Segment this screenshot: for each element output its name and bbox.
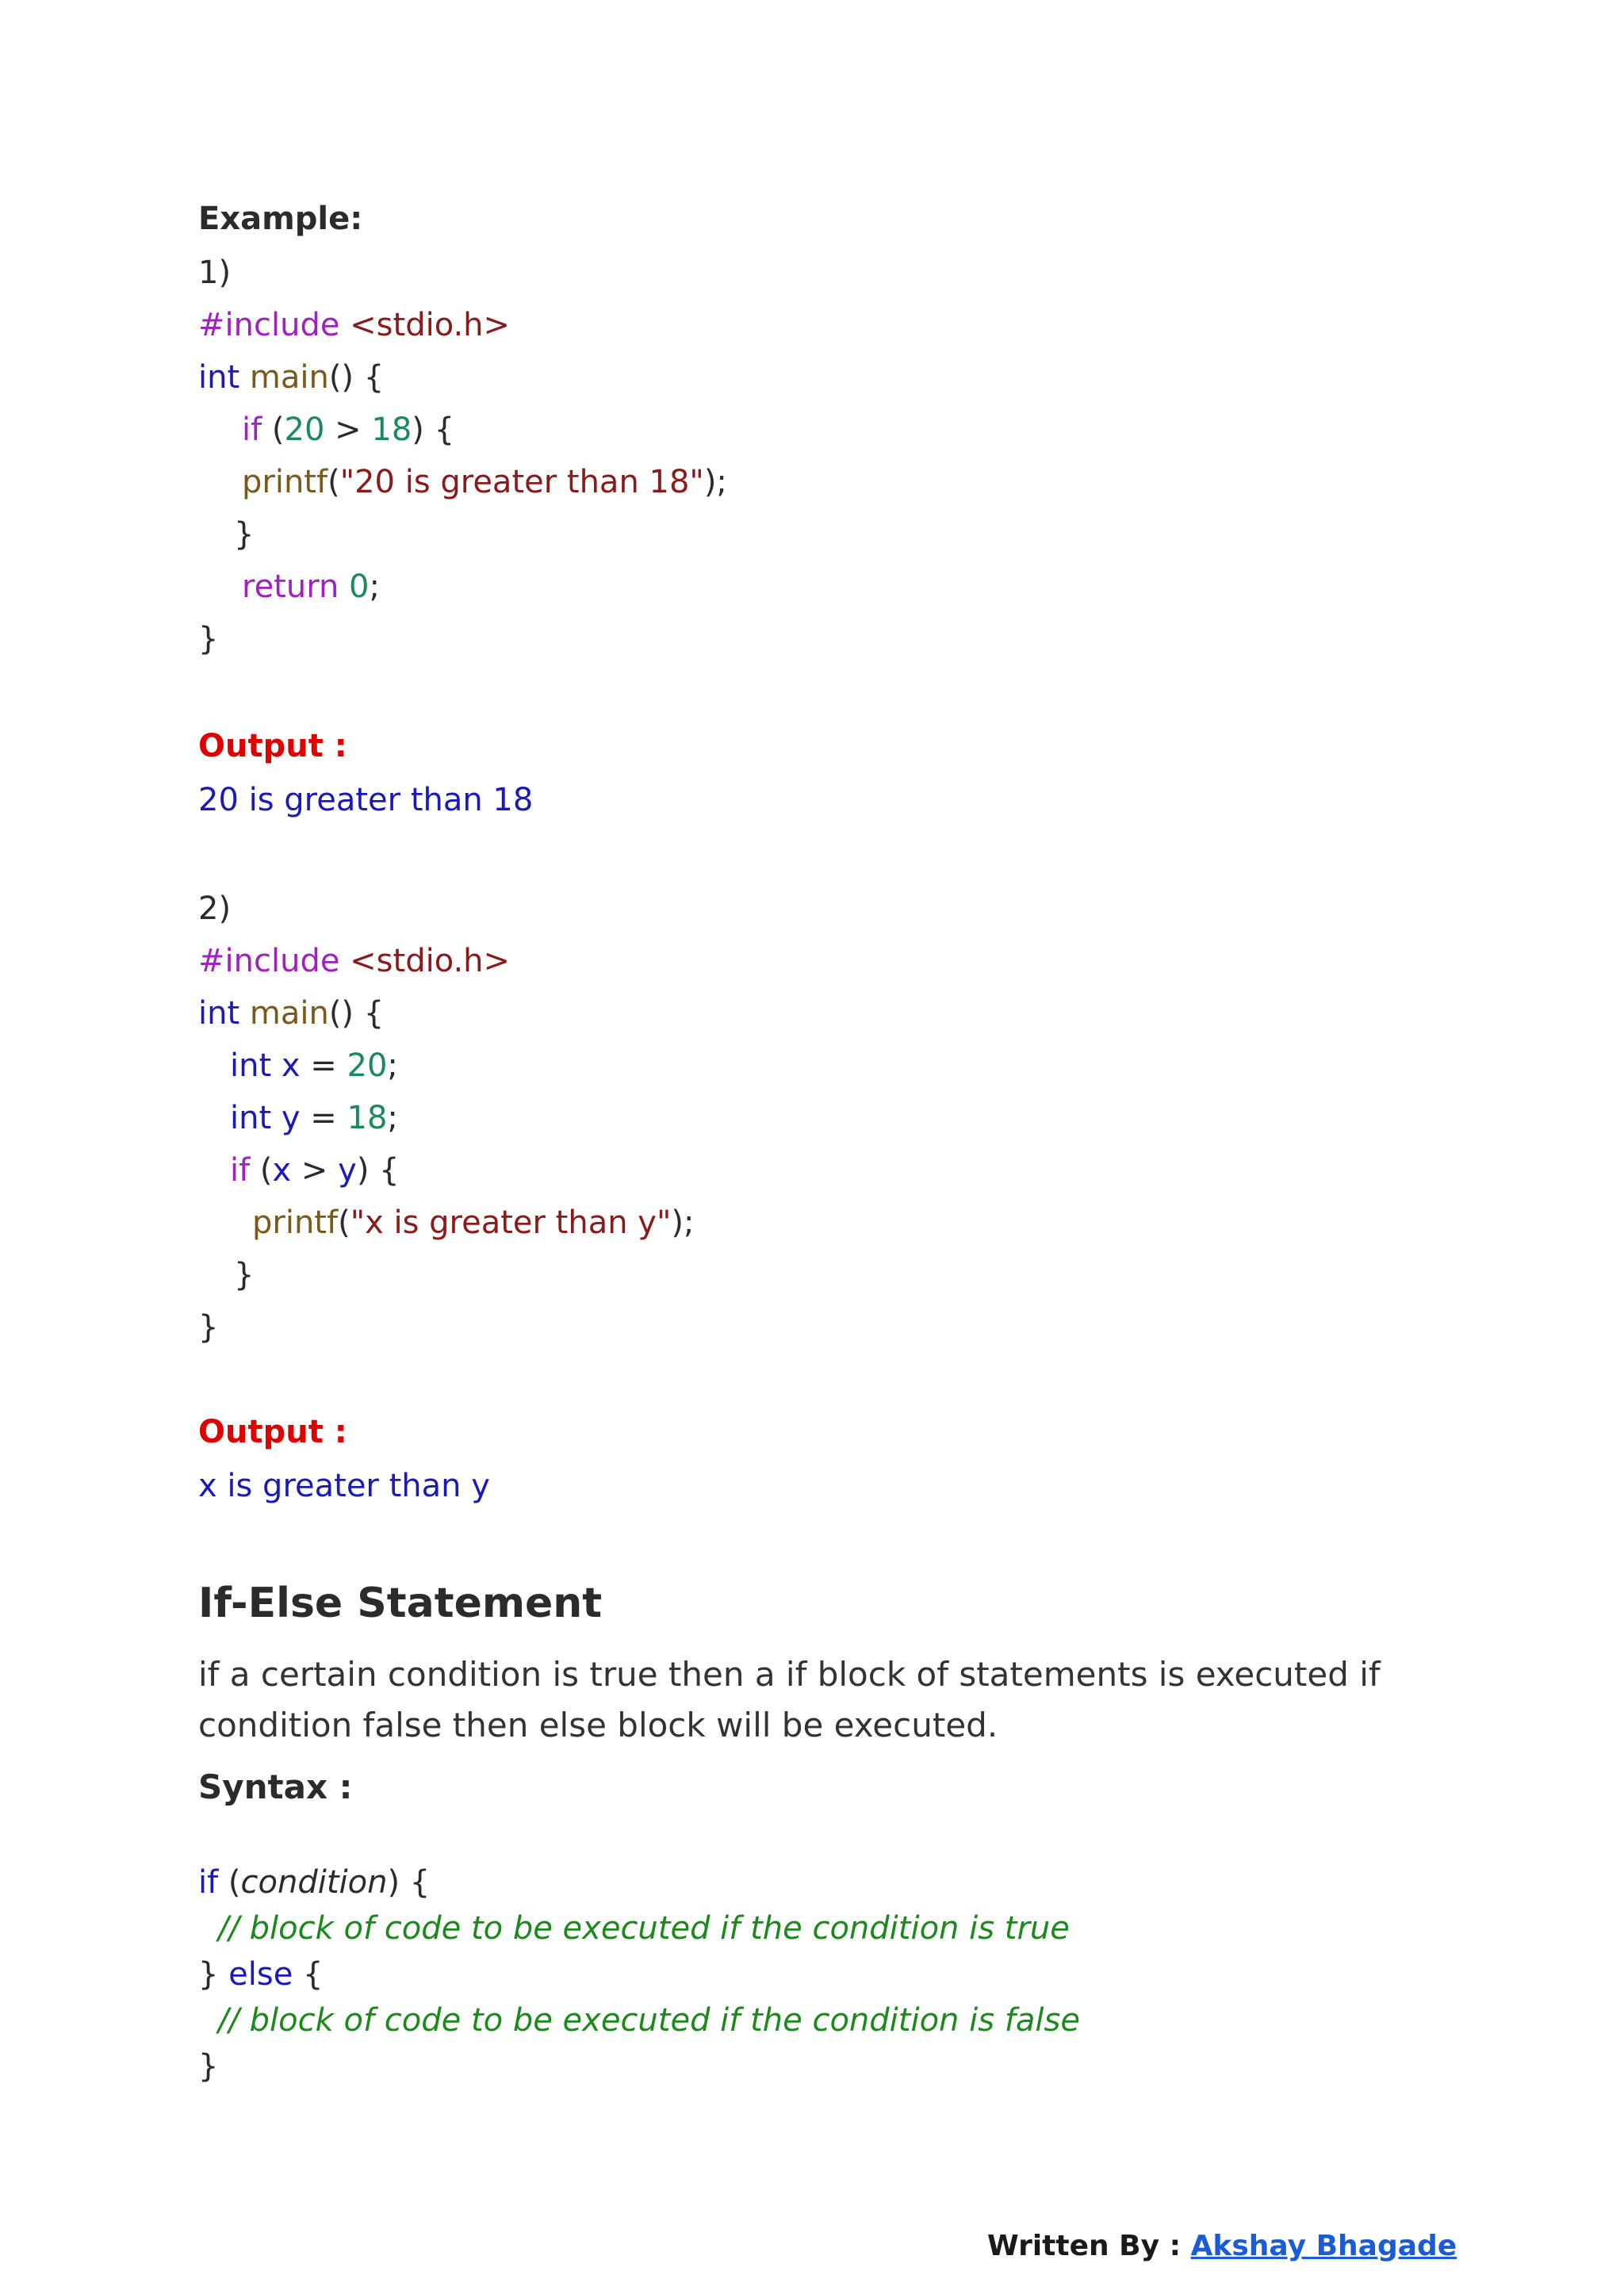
code-line-int-y [230, 1097, 398, 1139]
printf-name: printf [252, 1204, 339, 1241]
else-brace: { [293, 1956, 324, 1993]
x-assign: = [300, 1047, 347, 1084]
example-heading: Example: [198, 201, 363, 237]
if-right: 18 [371, 412, 412, 448]
code-line-if-brace-2: } [234, 1257, 255, 1293]
code-line-include [198, 304, 510, 346]
if-op: > [324, 412, 372, 448]
output-1-text: 20 is greater than 18 [198, 782, 534, 818]
main-type: int [198, 359, 240, 396]
code-line-main-2 [198, 993, 384, 1034]
output-2-label: Output : [198, 1414, 347, 1450]
include-file: <stdio.h> [350, 307, 511, 343]
x-type: int [230, 1047, 272, 1084]
y-type: int [230, 1100, 272, 1136]
printf-name: printf [242, 464, 328, 500]
else-keyword: else [228, 1956, 293, 1993]
condition-placeholder: condition [240, 1864, 388, 1901]
if-open: ( [271, 412, 285, 448]
include-file: <stdio.h> [350, 943, 511, 979]
author-link[interactable]: Akshay Bhagade [1190, 2230, 1457, 2262]
code-line-printf-2 [252, 1202, 694, 1243]
return-semicolon: ; [369, 569, 380, 605]
code-line-if [242, 409, 454, 450]
else-open: } [198, 1956, 229, 1993]
return-keyword: return [242, 569, 339, 605]
x-semicolon: ; [387, 1047, 398, 1084]
y-semicolon: ; [387, 1100, 398, 1136]
return-value: 0 [349, 569, 370, 605]
if-keyword: if [198, 1864, 219, 1901]
x-name: x [281, 1047, 301, 1084]
printf-close: ); [703, 464, 727, 500]
include-directive: #include [198, 943, 340, 979]
cond-close: ) { [387, 1864, 431, 1901]
x-value: 20 [347, 1047, 388, 1084]
output-1-label: Output : [198, 728, 347, 764]
y-assign: = [300, 1100, 347, 1136]
printf-close: ); [671, 1204, 695, 1241]
syntax-comment-false: // block of code to be executed if the condition is false [218, 2002, 1080, 2039]
syntax-comment-true: // block of code to be executed if the condition is true [218, 1910, 1070, 1947]
printf-open: ( [338, 1204, 350, 1241]
cond-open: ( [218, 1864, 241, 1901]
syntax-close-brace: } [198, 2048, 219, 2085]
syntax-line-if [198, 1862, 430, 1903]
y-name: y [281, 1100, 301, 1136]
if-close: ) { [412, 412, 455, 448]
if-left: 20 [284, 412, 325, 448]
y-value: 18 [347, 1100, 388, 1136]
main-parens: () { [328, 359, 385, 396]
include-directive: #include [198, 307, 340, 343]
main-parens: () { [328, 995, 385, 1032]
example-2-number: 2) [198, 890, 232, 927]
if-right: y [338, 1152, 357, 1189]
printf-string: "x is greater than y" [350, 1204, 672, 1241]
code-line-main-brace-2: } [198, 1309, 219, 1346]
printf-string: "20 is greater than 18" [339, 464, 704, 500]
if-op: > [291, 1152, 339, 1189]
section-description: if a certain condition is true then a if block of statements is executed if condition false then else block will be executed. [198, 1655, 1381, 1744]
syntax-label: Syntax : [198, 1767, 353, 1806]
if-open: ( [250, 1152, 273, 1189]
code-line-main-brace: } [198, 621, 219, 657]
code-line-return [242, 566, 380, 607]
footer-label: Written By : [987, 2230, 1191, 2262]
printf-open: ( [327, 464, 340, 500]
output-2-text: x is greater than y [198, 1468, 490, 1504]
main-name: main [249, 995, 329, 1032]
code-line-printf [242, 461, 727, 503]
code-line-include-2 [198, 940, 510, 982]
footer-credit [987, 2228, 1457, 2265]
main-type: int [198, 995, 240, 1032]
if-keyword: if [230, 1152, 251, 1189]
section-heading: If-Else Statement [198, 1580, 603, 1627]
code-line-if-brace: } [234, 516, 255, 553]
code-line-if-2 [230, 1150, 400, 1191]
if-left: x [272, 1152, 292, 1189]
code-line-int-x [230, 1045, 398, 1086]
syntax-line-else [198, 1954, 324, 1995]
code-line-main [198, 357, 384, 398]
if-keyword: if [242, 412, 262, 448]
main-name: main [249, 359, 329, 396]
example-1-number: 1) [198, 255, 232, 291]
if-close: ) { [356, 1152, 400, 1189]
